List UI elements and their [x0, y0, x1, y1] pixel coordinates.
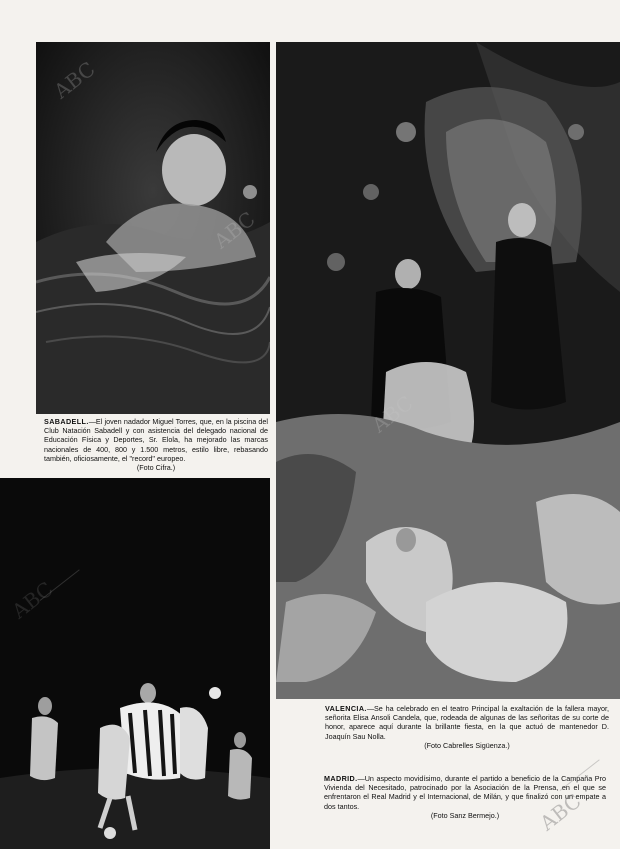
- caption-valencia-credit: (Foto Cabrelles Sigüenza.): [424, 740, 510, 750]
- caption-sabadell-text: —El joven nadador Miguel Torres, que, en la piscina del Club Natación Sabadell y con asistencia del delegado nacional de Educación Física y Deportes, Sr. Elola, ha mejorado las marcas nacionales de 400, 800 y 1.500 metros, estilo libre, rebasando también, oficiosamente, el "record" europeo.: [44, 417, 268, 463]
- caption-madrid-credit: (Foto Sanz Bermejo.): [430, 810, 500, 820]
- caption-sabadell-credit: (Foto Cifra.): [136, 463, 176, 473]
- abc-watermark: ABC: [209, 206, 260, 254]
- caption-valencia: [325, 704, 609, 750]
- photo-madrid-football: [0, 478, 270, 849]
- caption-valencia-place: VALENCIA.: [325, 704, 367, 713]
- abc-watermark: ABC: [367, 390, 418, 438]
- abc-watermark: ABC: [49, 56, 100, 104]
- caption-valencia-text: —Se ha celebrado en el teatro Principal la exaltación de la fallera mayor, señorita Elisa Ansoli Candela, que, rodeada de algunas de las señoritas de su corte de honor, aparece aquí durante la brillante fiesta, en la que actuó de mantenedor D. Joaquín Sau Nolla.: [325, 704, 609, 741]
- photo-sabadell-swimmer: [36, 42, 270, 414]
- abc-watermark: ABC: [535, 788, 586, 836]
- caption-sabadell-place: SABADELL.: [44, 417, 89, 426]
- abc-watermark: ABC: [7, 576, 58, 624]
- caption-madrid: [324, 774, 606, 820]
- caption-madrid-place: MADRID.: [324, 774, 358, 783]
- photo-valencia-fallera: [276, 42, 620, 699]
- caption-sabadell: [44, 417, 268, 472]
- caption-madrid-text: —Un aspecto movidísimo, durante el partido a beneficio de la Campaña Pro Vivienda del Necesitado, patrocinado por la Asociación de la Prensa, en el que se enfrentaron el Real Madrid y el Internacional, de Milán, y que finalizó con un empate a dos tantos.: [324, 774, 606, 811]
